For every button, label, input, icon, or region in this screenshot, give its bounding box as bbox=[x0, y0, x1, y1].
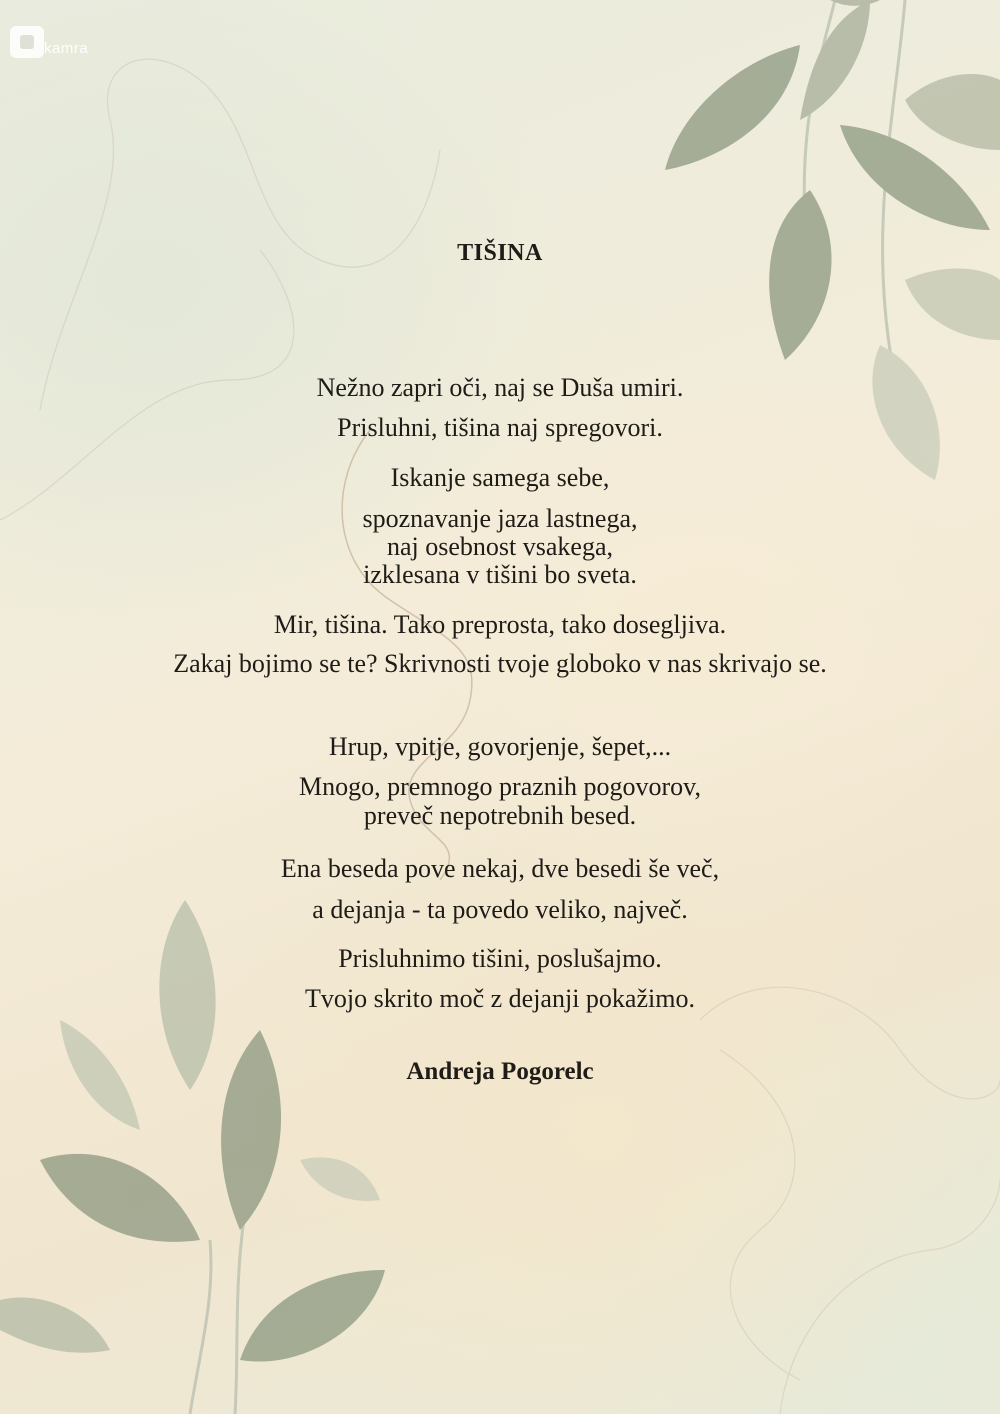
poem-line: Prisluhnimo tišini, poslušajmo. bbox=[338, 944, 662, 973]
poem-line: Tvojo skrito moč z dejanji pokažimo. bbox=[305, 984, 695, 1013]
poem-line: Mnogo, premnogo praznih pogovorov, bbox=[299, 772, 701, 801]
poem-line: Iskanje samega sebe, bbox=[390, 463, 610, 492]
poem-line: Nežno zapri oči, naj se Duša umiri. bbox=[316, 373, 684, 402]
poem-title: TIŠINA bbox=[457, 240, 543, 266]
poem-line: Ena beseda pove nekaj, dve besedi še več, bbox=[280, 854, 720, 883]
kamra-logo bbox=[10, 22, 120, 62]
poem-author: Andreja Pogorelc bbox=[406, 1058, 594, 1085]
poem-line: Hrup, vpitje, govorjenje, šepet,... bbox=[328, 732, 672, 761]
poem-line: Zakaj bojimo se te? Skrivnosti tvoje globoko v nas skrivajo se. bbox=[173, 649, 827, 678]
poem-line: Prisluhni, tišina naj spregovori. bbox=[337, 413, 663, 442]
poem-line: spoznavanje jaza lastnega, bbox=[362, 504, 638, 533]
kamra-logo-icon bbox=[10, 26, 44, 58]
logo-text: kamra bbox=[44, 39, 89, 57]
poem-line: izklesana v tišini bo sveta. bbox=[363, 560, 637, 589]
poem-line: Mir, tišina. Tako preprosta, tako dosegljiva. bbox=[273, 610, 727, 639]
poem-line: naj osebnost vsakega, bbox=[386, 532, 613, 561]
poem-line: a dejanja - ta povedo veliko, največ. bbox=[312, 895, 688, 924]
poem-line: preveč nepotrebnih besed. bbox=[363, 801, 637, 830]
